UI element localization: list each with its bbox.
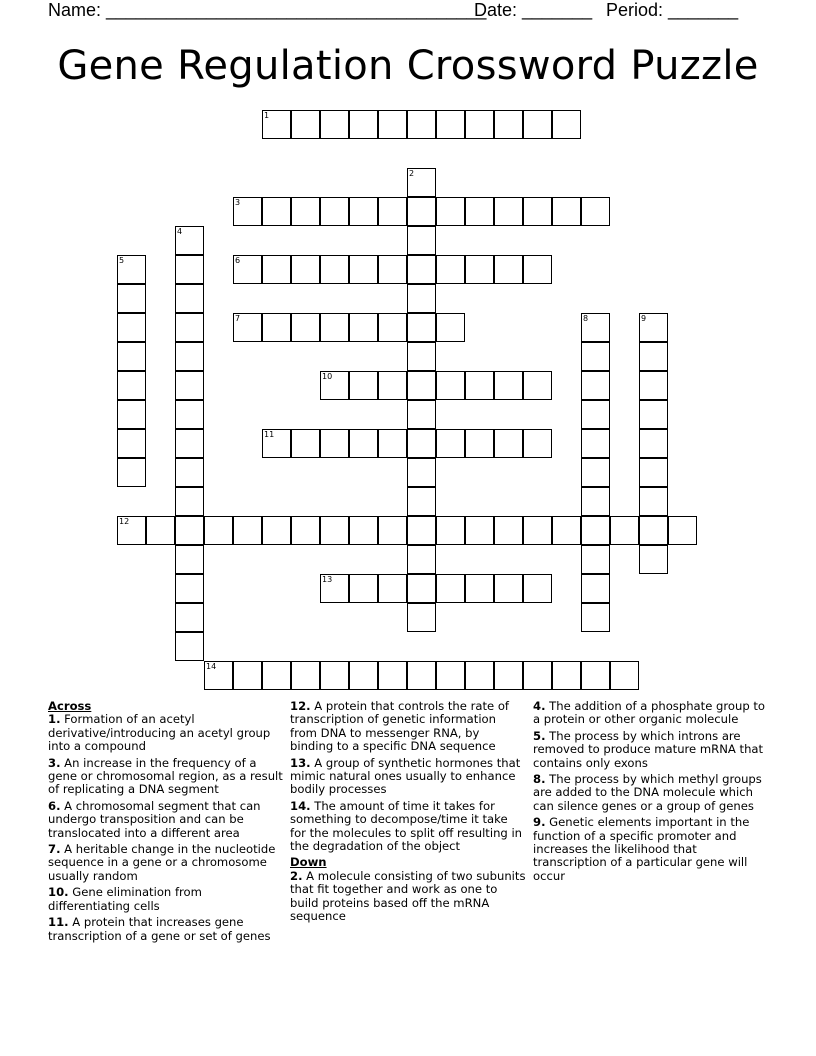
grid-cell[interactable] [407, 603, 436, 632]
grid-cell[interactable] [494, 371, 523, 400]
clue-number-label: 14 [206, 662, 217, 671]
grid-cell[interactable] [175, 487, 204, 516]
grid-cell[interactable] [407, 342, 436, 371]
clue-number-label: 9 [641, 314, 647, 323]
grid-cell[interactable] [436, 255, 465, 284]
grid-cell[interactable] [320, 197, 349, 226]
clue-text: Gene elimination from differentiating cells [48, 885, 202, 913]
grid-cell[interactable] [465, 110, 494, 139]
grid-cell[interactable] [175, 226, 204, 255]
grid-cell[interactable] [639, 429, 668, 458]
grid-cell[interactable] [436, 110, 465, 139]
grid-cell[interactable] [378, 574, 407, 603]
clue-number: 14. [290, 798, 311, 813]
grid-cell[interactable] [639, 342, 668, 371]
across-clues-column [48, 700, 284, 946]
clue-number-label: 12 [119, 517, 130, 526]
clue-number-label: 8 [583, 314, 589, 323]
clue-number: 1. [48, 712, 61, 727]
grid-cell[interactable] [552, 516, 581, 545]
grid-cell[interactable] [117, 342, 146, 371]
grid-cell[interactable] [436, 429, 465, 458]
grid-cell[interactable] [407, 400, 436, 429]
grid-cell[interactable] [610, 661, 639, 690]
grid-cell[interactable] [233, 661, 262, 690]
grid-cell[interactable] [175, 545, 204, 574]
clue-across-10 [48, 886, 284, 913]
grid-cell[interactable] [407, 458, 436, 487]
down-heading: Down [290, 855, 327, 870]
grid-cell[interactable] [407, 661, 436, 690]
grid-cell[interactable] [407, 284, 436, 313]
grid-cell[interactable] [494, 429, 523, 458]
grid-cell[interactable] [407, 516, 436, 545]
grid-cell[interactable] [117, 371, 146, 400]
grid-cell[interactable] [581, 458, 610, 487]
grid-cell[interactable] [262, 429, 291, 458]
clue-down-4 [533, 700, 769, 727]
grid-cell[interactable] [639, 313, 668, 342]
clue-number-label: 11 [264, 430, 275, 439]
grid-cell[interactable] [581, 197, 610, 226]
clue-number: 12. [290, 699, 311, 713]
grid-cell[interactable] [465, 516, 494, 545]
grid-cell[interactable] [494, 197, 523, 226]
grid-cell[interactable] [407, 313, 436, 342]
grid-cell[interactable] [494, 574, 523, 603]
clue-number-label: 1 [264, 111, 270, 120]
clue-text: A protein that controls the rate of transcription of genetic information from DNA to messenger RNA, by binding to a specific DNA sequence [290, 699, 510, 754]
grid-cell[interactable] [378, 110, 407, 139]
grid-cell[interactable] [262, 255, 291, 284]
grid-cell[interactable] [436, 574, 465, 603]
clue-number-label: 5 [119, 256, 125, 265]
clue-number-label: 7 [235, 314, 241, 323]
grid-cell[interactable] [117, 255, 146, 284]
clue-across-14 [290, 800, 526, 854]
clue-number: 6. [48, 798, 61, 813]
clue-text: The amount of time it takes for something to decompose/time it take for the molecules to split off resulting in the degradation of the object [290, 798, 523, 854]
clue-text: The process by which methyl groups are added to the DNA molecule which can silence genes or a group of genes [533, 772, 762, 813]
clue-text: The addition of a phosphate group to a protein or other organic molecule [533, 699, 766, 727]
grid-cell[interactable] [494, 255, 523, 284]
grid-cell[interactable] [378, 313, 407, 342]
grid-cell[interactable] [407, 371, 436, 400]
grid-cell[interactable] [175, 632, 204, 661]
grid-cell[interactable] [523, 197, 552, 226]
grid-cell[interactable] [378, 516, 407, 545]
clue-across-6 [48, 800, 284, 840]
grid-cell[interactable] [262, 516, 291, 545]
grid-cell[interactable] [378, 371, 407, 400]
grid-cell[interactable] [436, 516, 465, 545]
clue-across-11 [48, 916, 284, 943]
grid-cell[interactable] [320, 429, 349, 458]
grid-cell[interactable] [407, 255, 436, 284]
clue-number-label: 4 [177, 227, 183, 236]
grid-cell[interactable] [581, 487, 610, 516]
grid-cell[interactable] [581, 429, 610, 458]
clue-down-8 [533, 773, 769, 813]
grid-cell[interactable] [175, 371, 204, 400]
grid-cell[interactable] [465, 574, 494, 603]
grid-cell[interactable] [349, 661, 378, 690]
grid-cell[interactable] [639, 545, 668, 574]
grid-cell[interactable] [407, 197, 436, 226]
grid-cell[interactable] [291, 110, 320, 139]
grid-cell[interactable] [117, 458, 146, 487]
grid-cell[interactable] [320, 313, 349, 342]
clue-number: 8. [533, 772, 546, 787]
grid-cell[interactable] [407, 574, 436, 603]
grid-cell[interactable] [523, 255, 552, 284]
grid-cell[interactable] [581, 545, 610, 574]
grid-cell[interactable] [581, 371, 610, 400]
grid-cell[interactable] [436, 313, 465, 342]
grid-cell[interactable] [175, 400, 204, 429]
puzzle-title: Gene Regulation Crossword Puzzle [57, 43, 759, 89]
grid-cell[interactable] [523, 574, 552, 603]
grid-cell[interactable] [523, 371, 552, 400]
grid-cell[interactable] [146, 516, 175, 545]
grid-cell[interactable] [233, 197, 262, 226]
grid-cell[interactable] [378, 429, 407, 458]
grid-cell[interactable] [465, 371, 494, 400]
clue-number: 5. [533, 728, 546, 743]
clue-number: 2. [290, 868, 303, 883]
clue-across-12 [290, 700, 526, 754]
grid-cell[interactable] [639, 371, 668, 400]
grid-cell[interactable] [320, 110, 349, 139]
grid-cell[interactable] [320, 661, 349, 690]
grid-cell[interactable] [552, 661, 581, 690]
grid-cell[interactable] [262, 661, 291, 690]
grid-cell[interactable] [204, 661, 233, 690]
grid-cell[interactable] [465, 661, 494, 690]
grid-cell[interactable] [291, 661, 320, 690]
grid-cell[interactable] [175, 603, 204, 632]
grid-cell[interactable] [668, 516, 697, 545]
grid-cell[interactable] [581, 313, 610, 342]
clue-number: 7. [48, 842, 61, 857]
clue-down-5 [533, 730, 769, 770]
grid-cell[interactable] [523, 429, 552, 458]
across-heading: Across [48, 699, 92, 713]
clue-text: A protein that increases gene transcription of a gene or set of genes [48, 915, 271, 943]
grid-cell[interactable] [523, 661, 552, 690]
grid-cell[interactable] [291, 313, 320, 342]
clue-number: 10. [48, 885, 69, 900]
grid-cell[interactable] [465, 255, 494, 284]
grid-cell[interactable] [117, 516, 146, 545]
grid-cell[interactable] [639, 458, 668, 487]
grid-cell[interactable] [581, 400, 610, 429]
grid-cell[interactable] [117, 284, 146, 313]
grid-cell[interactable] [349, 313, 378, 342]
grid-cell[interactable] [523, 110, 552, 139]
grid-cell[interactable] [436, 661, 465, 690]
clue-down-9 [533, 816, 769, 883]
clue-across-3 [48, 757, 284, 797]
grid-cell[interactable] [175, 429, 204, 458]
grid-cell[interactable] [175, 342, 204, 371]
clue-text: A chromosomal segment that can undergo transposition and can be translocated into a different area [48, 798, 261, 840]
grid-cell[interactable] [291, 429, 320, 458]
grid-cell[interactable] [523, 516, 552, 545]
grid-cell[interactable] [494, 516, 523, 545]
grid-cell[interactable] [175, 255, 204, 284]
grid-cell[interactable] [175, 458, 204, 487]
grid-cell[interactable] [349, 110, 378, 139]
grid-cell[interactable] [262, 110, 291, 139]
clue-text: Genetic elements important in the function of a specific promoter and increases the likelihood that transcription of a particular gene will occur [533, 815, 750, 883]
grid-cell[interactable] [465, 429, 494, 458]
grid-cell[interactable] [494, 110, 523, 139]
clue-number: 9. [533, 815, 546, 830]
clue-number-label: 13 [322, 575, 333, 584]
grid-cell[interactable] [407, 545, 436, 574]
grid-cell[interactable] [349, 371, 378, 400]
grid-cell[interactable] [581, 574, 610, 603]
grid-cell[interactable] [175, 284, 204, 313]
clue-text: A molecule consisting of two subunits that fit together and work as one to build proteins based off the mRNA sequence [290, 868, 526, 924]
clue-across-7 [48, 843, 284, 883]
grid-cell[interactable] [175, 516, 204, 545]
grid-cell[interactable] [407, 226, 436, 255]
grid-cell[interactable] [407, 429, 436, 458]
grid-cell[interactable] [291, 516, 320, 545]
grid-cell[interactable] [175, 313, 204, 342]
grid-cell[interactable] [378, 255, 407, 284]
grid-cell[interactable] [117, 313, 146, 342]
grid-cell[interactable] [320, 371, 349, 400]
grid-cell[interactable] [552, 197, 581, 226]
grid-cell[interactable] [581, 342, 610, 371]
clue-number-label: 10 [322, 372, 333, 381]
grid-cell[interactable] [581, 603, 610, 632]
grid-cell[interactable] [407, 487, 436, 516]
clue-number: 13. [290, 755, 311, 770]
grid-cell[interactable] [349, 255, 378, 284]
grid-cell[interactable] [407, 168, 436, 197]
clue-number-label: 6 [235, 256, 241, 265]
clue-text: A heritable change in the nucleotide sequence in a gene or a chromosome usually random [48, 842, 276, 883]
name-field[interactable]: Name: ______________________________________ [48, 0, 487, 20]
grid-cell[interactable] [320, 516, 349, 545]
grid-cell[interactable] [436, 197, 465, 226]
grid-cell[interactable] [639, 516, 668, 545]
clue-text: Formation of an acetyl derivative/introducing an acetyl group into a compound [48, 712, 271, 754]
clue-text: An increase in the frequency of a gene or chromosomal region, as a result of replicating a DNA segment [48, 755, 283, 797]
grid-cell[interactable] [117, 429, 146, 458]
grid-cell[interactable] [465, 197, 494, 226]
clue-down-2 [290, 870, 526, 924]
grid-cell[interactable] [378, 197, 407, 226]
grid-cell[interactable] [175, 574, 204, 603]
grid-cell[interactable] [349, 197, 378, 226]
clue-number: 4. [533, 699, 546, 713]
clue-text: A group of synthetic hormones that mimic natural ones usually to enhance bodily processes [290, 755, 521, 797]
grid-cell[interactable] [639, 400, 668, 429]
grid-cell[interactable] [233, 516, 262, 545]
grid-cell[interactable] [291, 197, 320, 226]
grid-cell[interactable] [349, 429, 378, 458]
grid-cell[interactable] [494, 661, 523, 690]
grid-cell[interactable] [233, 255, 262, 284]
grid-cell[interactable] [581, 516, 610, 545]
middle-clues-column [290, 700, 526, 927]
clue-number-label: 2 [409, 169, 415, 178]
grid-cell[interactable] [262, 197, 291, 226]
grid-cell[interactable] [610, 516, 639, 545]
grid-cell[interactable] [581, 661, 610, 690]
grid-cell[interactable] [117, 400, 146, 429]
clue-across-13 [290, 757, 526, 797]
grid-cell[interactable] [378, 661, 407, 690]
date-field[interactable]: Date: _______ [474, 0, 593, 20]
grid-cell[interactable] [204, 516, 233, 545]
grid-cell[interactable] [407, 110, 436, 139]
grid-cell[interactable] [349, 516, 378, 545]
clue-number-label: 3 [235, 198, 241, 207]
grid-cell[interactable] [320, 574, 349, 603]
clue-number: 3. [48, 755, 61, 770]
grid-cell[interactable] [320, 255, 349, 284]
grid-cell[interactable] [349, 574, 378, 603]
down-clues-column [533, 700, 769, 886]
grid-cell[interactable] [436, 371, 465, 400]
clue-number: 11. [48, 915, 69, 930]
grid-cell[interactable] [552, 110, 581, 139]
clue-text: The process by which introns are removed to produce mature mRNA that contains only exons [533, 728, 764, 770]
period-field[interactable]: Period: _______ [606, 0, 739, 20]
grid-cell[interactable] [639, 487, 668, 516]
grid-cell[interactable] [233, 313, 262, 342]
clue-across-1 [48, 713, 284, 753]
grid-cell[interactable] [291, 255, 320, 284]
grid-cell[interactable] [262, 313, 291, 342]
